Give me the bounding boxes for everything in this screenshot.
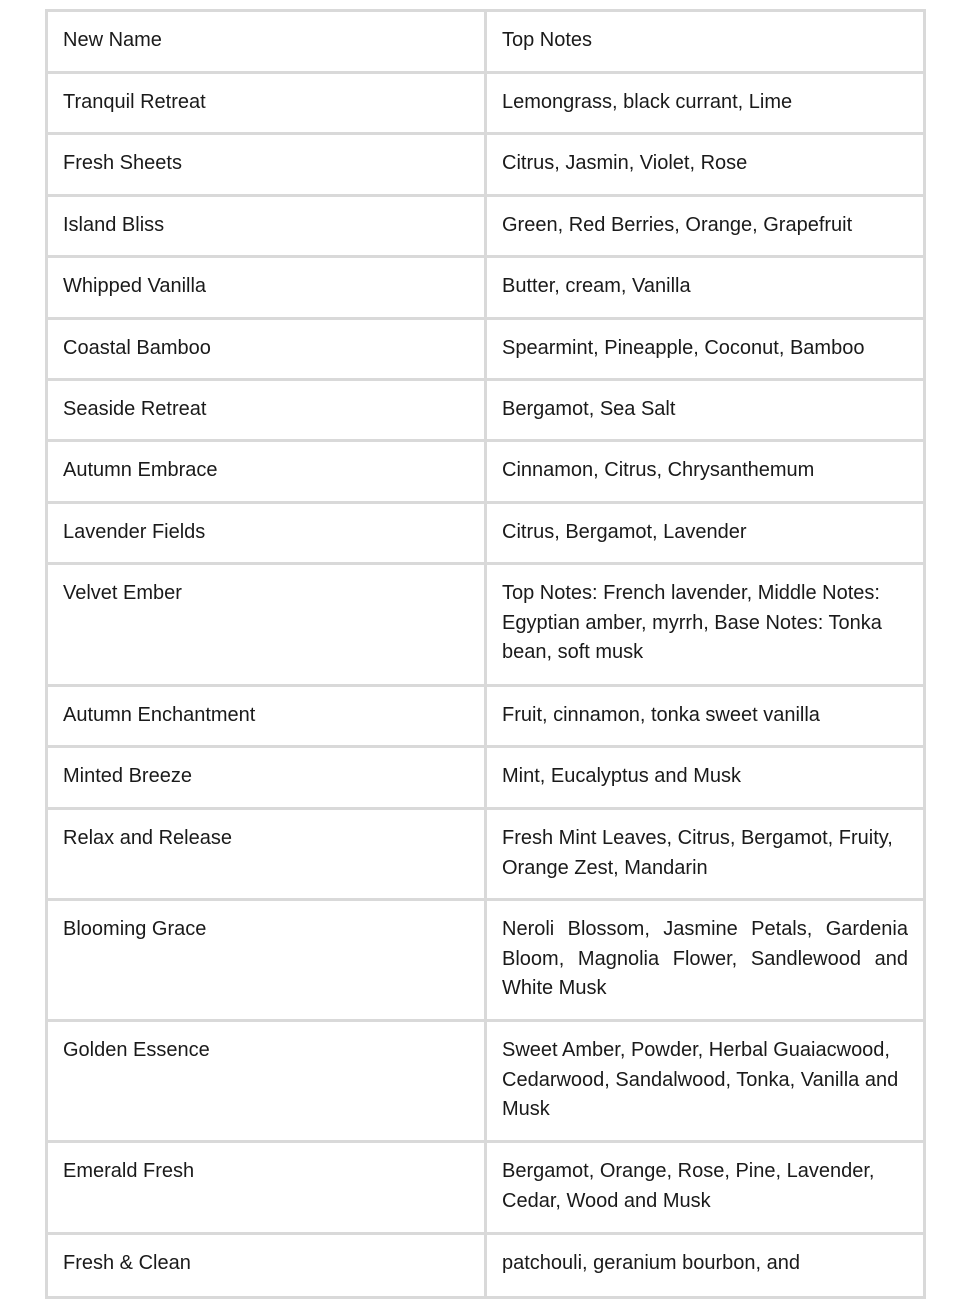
table-header-row [47,11,925,73]
scent-notes: Spearmint, Pineapple, Coconut, Bamboo [486,319,925,380]
scent-name: Seaside Retreat [47,380,486,441]
table-row [47,564,925,686]
scent-name: Fresh & Clean [47,1234,486,1298]
scent-notes: Citrus, Bergamot, Lavender [486,503,925,564]
scent-name: Blooming Grace [47,900,486,1021]
table-row [47,1234,925,1298]
scent-name: Velvet Ember [47,564,486,686]
table-row [47,1142,925,1234]
scent-notes: Sweet Amber, Powder, Herbal Guaiacwood, Cedarwood, Sandalwood, Tonka, Vanilla and Musk [486,1021,925,1142]
scent-notes-table [45,9,926,1299]
scent-notes: Top Notes: French lavender, Middle Notes: Egyptian amber, myrrh, Base Notes: Tonka bean, soft musk [486,564,925,686]
scent-notes: Cinnamon, Citrus, Chrysanthemum [486,441,925,503]
scent-name: Autumn Embrace [47,441,486,503]
scent-notes: patchouli, geranium bourbon, and [486,1234,925,1298]
header-top-notes: Top Notes [486,11,925,73]
table-row [47,686,925,747]
scent-name: Tranquil Retreat [47,73,486,134]
table-row [47,196,925,257]
scent-name: Autumn Enchantment [47,686,486,747]
scent-notes: Bergamot, Orange, Rose, Pine, Lavender, Cedar, Wood and Musk [486,1142,925,1234]
scent-notes: Butter, cream, Vanilla [486,257,925,319]
table-row [47,900,925,1021]
scent-name: Fresh Sheets [47,134,486,196]
table-row [47,747,925,809]
scent-notes: Fruit, cinnamon, tonka sweet vanilla [486,686,925,747]
scent-notes: Green, Red Berries, Orange, Grapefruit [486,196,925,257]
scent-notes: Fresh Mint Leaves, Citrus, Bergamot, Fruity, Orange Zest, Mandarin [486,809,925,900]
scent-name: Emerald Fresh [47,1142,486,1234]
table-row [47,73,925,134]
header-new-name: New Name [47,11,486,73]
scent-name: Golden Essence [47,1021,486,1142]
scent-name: Lavender Fields [47,503,486,564]
table-row [47,380,925,441]
scent-notes: Mint, Eucalyptus and Musk [486,747,925,809]
scent-notes: Citrus, Jasmin, Violet, Rose [486,134,925,196]
scent-name: Minted Breeze [47,747,486,809]
table-row [47,319,925,380]
scent-name: Whipped Vanilla [47,257,486,319]
table-row [47,809,925,900]
table-row [47,257,925,319]
scent-name: Island Bliss [47,196,486,257]
scent-name: Relax and Release [47,809,486,900]
table-row [47,441,925,503]
scent-notes: Bergamot, Sea Salt [486,380,925,441]
scent-name: Coastal Bamboo [47,319,486,380]
scent-notes: Neroli Blossom, Jasmine Petals, Gardenia Bloom, Magnolia Flower, Sandlewood and White Musk [486,900,925,1021]
table-row [47,1021,925,1142]
table-row [47,503,925,564]
scent-notes: Lemongrass, black currant, Lime [486,73,925,134]
table-row [47,134,925,196]
